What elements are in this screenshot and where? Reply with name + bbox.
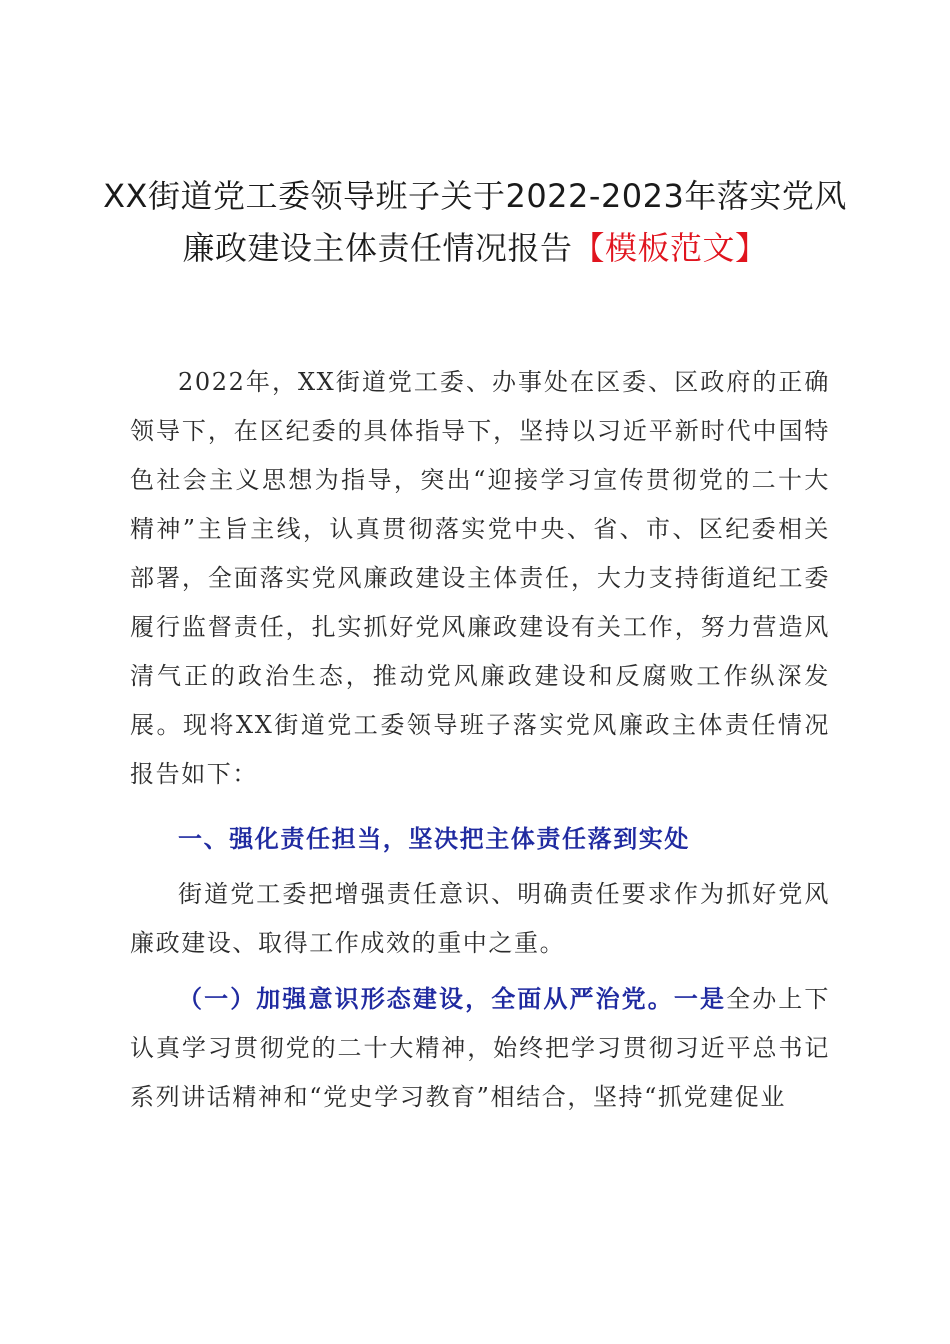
subsection-1-text: 全办上下认真学习贯彻党的二十大精神，始终把学习贯彻习近平总书记系列讲话精神和“党史学习教育”相结合，坚持“抓党建促业 <box>130 985 830 1111</box>
section-1-paragraph: 街道党工委把增强责任意识、明确责任要求作为抓好党风廉政建设、取得工作成效的重中之重。 <box>130 880 830 957</box>
intro-paragraph: 2022年，XX街道党工委、办事处在区委、区政府的正确领导下，在区纪委的具体指导下，坚持以习近平新时代中国特色社会主义思想为指导，突出“迎接学习宣传贯彻党的二十大精神”主旨主线，认真贯彻落实党中央、省、市、区纪委相关部署，全面落实党风廉政建设主体责任，大力支持街道纪工委履行监督责任，扎实抓好党风廉政建设有关工作，努力营造风清气正的政治生态，推动党风廉政建设和反腐败工作纵深发展。现将XX街道党工委领导班子落实党风廉政主体责任情况报告如下： <box>130 368 830 788</box>
title-line-1: XX街道党工委领导班子关于2022-2023年落实党风 <box>103 177 847 215</box>
title-line-2-text: 廉政建设主体责任情况报告 <box>182 229 573 267</box>
subsection-1-paragraph <box>130 975 830 1122</box>
document-title <box>100 170 850 274</box>
subsection-1-heading: （一）加强意识形态建设，全面从严治党。一是 <box>178 985 727 1013</box>
title-template-tag: 【模板范文】 <box>572 229 768 267</box>
title-line-2 <box>100 222 850 274</box>
section-heading-1: 一、强化责任担当，坚决把主体责任落到实处 <box>178 825 690 853</box>
